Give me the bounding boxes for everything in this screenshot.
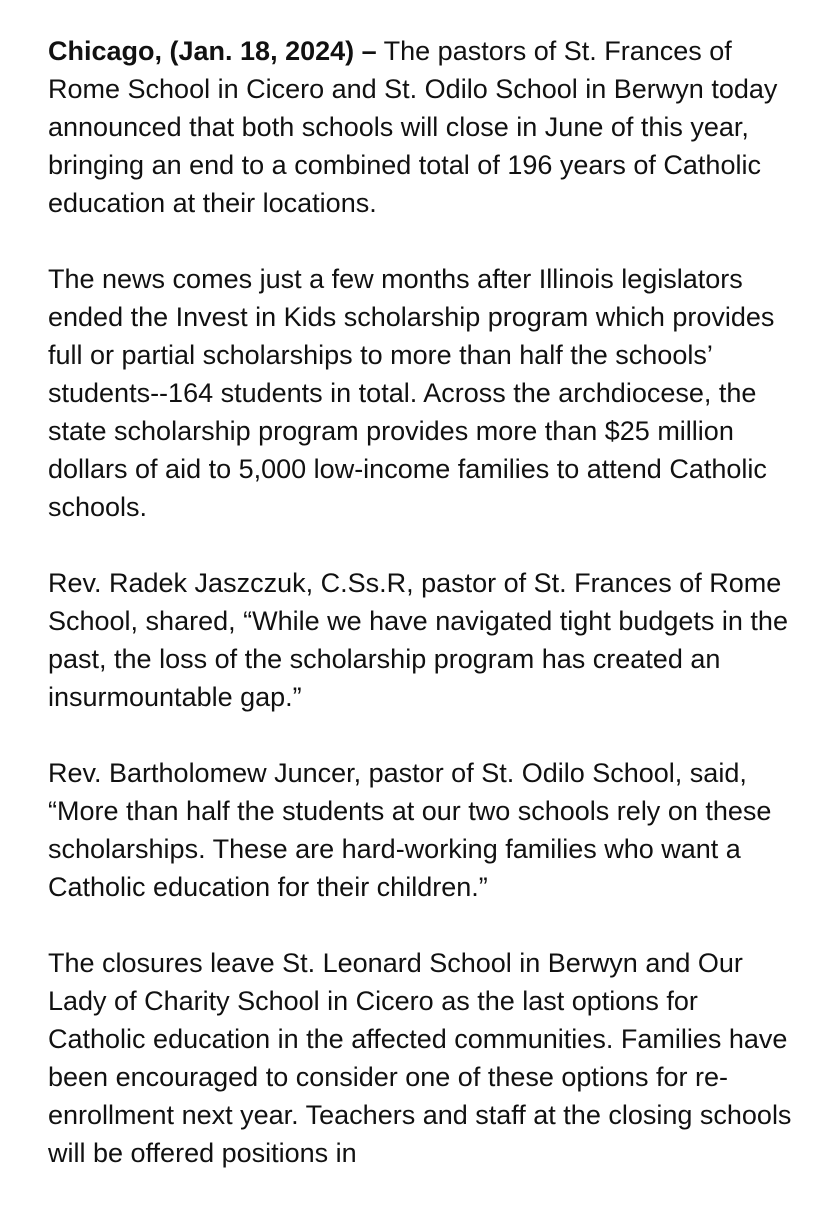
paragraph-closures: The closures leave St. Leonard School in Berwyn and Our Lady of Charity School in Cicero as the last options for Catholic education in the affected communities. Families have been encouraged to consider one of these options for re-enrollment next year. Teachers and staff at the closing schools will be offered positions in bbox=[48, 948, 792, 1168]
paragraph-text: The pastors of St. Frances of Rome School in Cicero and St. Odilo School in Berwyn today announced that both schools will close in June of this year, bringing an end to a combined total of 196 years of Catholic education at their locations. bbox=[48, 36, 778, 218]
paragraph-announcement bbox=[48, 32, 793, 222]
article-body bbox=[48, 32, 793, 1210]
paragraph-quote-juncer: Rev. Bartholomew Juncer, pastor of St. Odilo School, said, “More than half the students at our two schools rely on these scholarships. These are hard-working families who want a Catholic education for their children.” bbox=[48, 758, 772, 902]
paragraph-scholarship-news: The news comes just a few months after Illinois legislators ended the Invest in Kids scholarship program which provides full or partial scholarships to more than half the schools’ students--164 students in total. Across the archdiocese, the state scholarship program provides more than $25 million dollars of aid to 5,000 low-income families to attend Catholic schools. bbox=[48, 264, 775, 522]
dateline: Chicago, (Jan. 18, 2024) – bbox=[48, 36, 377, 66]
paragraph-quote-jaszczuk: Rev. Radek Jaszczuk, C.Ss.R, pastor of St. Frances of Rome School, shared, “While we have navigated tight budgets in the past, the loss of the scholarship program has created an insurmountable gap.” bbox=[48, 568, 788, 712]
